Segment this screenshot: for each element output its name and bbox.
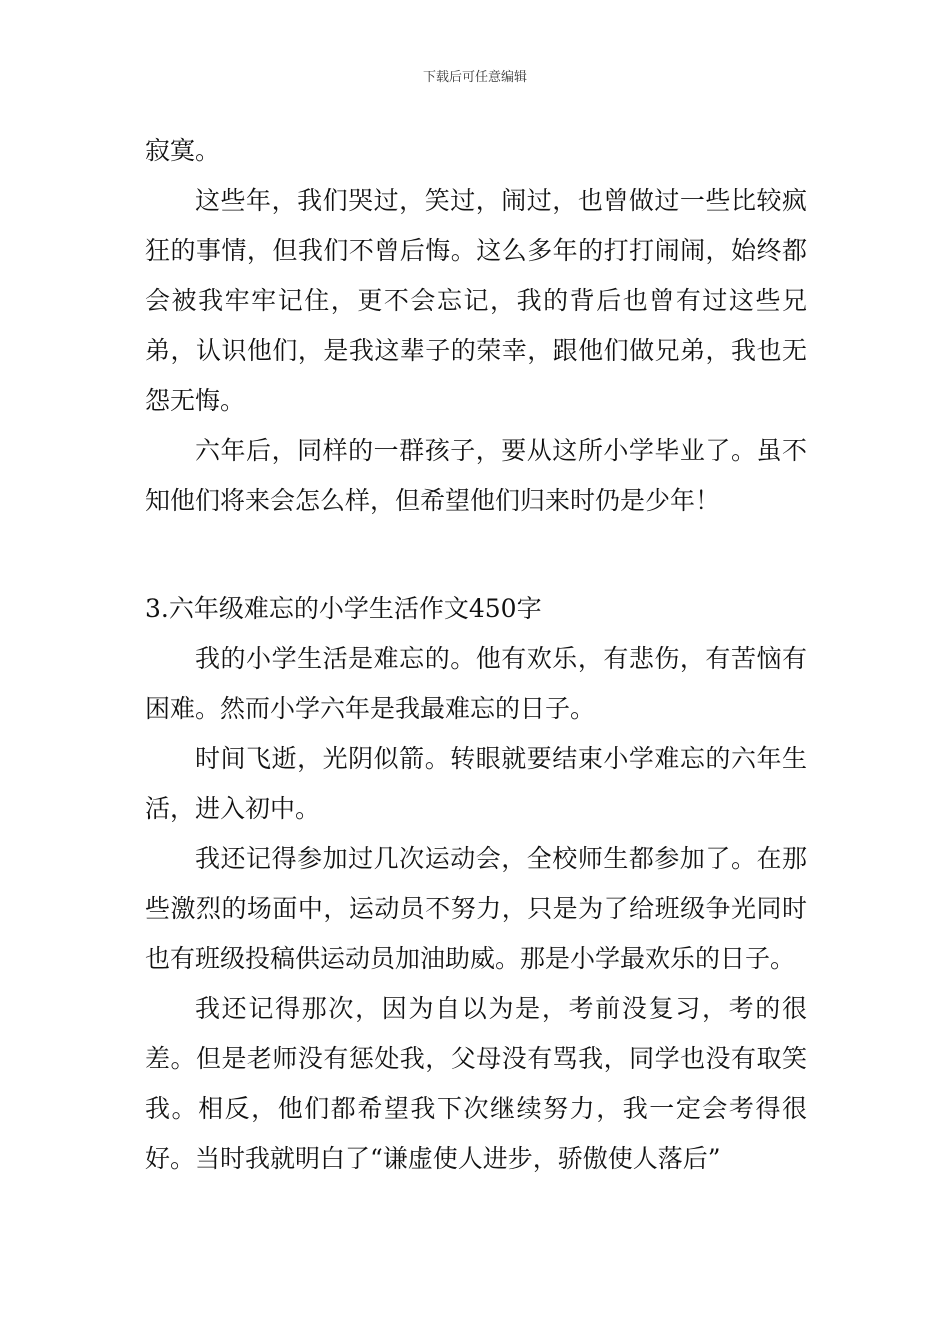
paragraph: 这些年，我们哭过，笑过，闹过，也曾做过一些比较疯狂的事情，但我们不曾后悔。这么多年的打打闹闹，始终都会被我牢牢记住，更不会忘记，我的背后也曾有过这些兄弟，认识他们，是我这辈子的荣幸，跟他们做兄弟，我也无怨无悔。 (145, 186, 807, 415)
paragraph: 寂寞。 (145, 136, 221, 165)
paragraph: 我还记得那次，因为自以为是，考前没复习，考的很差。但是老师没有惩处我，父母没有骂我，同学也没有取笑我。相反，他们都希望我下次继续努力，我一定会考得很好。当时我就明白了“谦虚使人进步，骄傲使人落后” (145, 994, 807, 1173)
paragraph: 时间飞逝，光阴似箭。转眼就要结束小学难忘的六年生活，进入初中。 (145, 744, 807, 823)
paragraph: 我还记得参加过几次运动会，全校师生都参加了。在那些激烈的场面中，运动员不努力，只是为了给班级争光同时也有班级投稿供运动员加油助威。那是小学最欢乐的日子。 (145, 844, 807, 973)
paragraph: 六年后，同样的一群孩子，要从这所小学毕业了。虽不知他们将来会怎么样，但希望他们归来时仍是少年！ (145, 436, 807, 515)
page-header: 下载后可任意编辑 (422, 70, 527, 85)
document-body (145, 126, 807, 1184)
section-heading: 3.六年级难忘的小学生活作文450字 (145, 594, 542, 623)
section-spacer (145, 526, 807, 584)
paragraph: 我的小学生活是难忘的。他有欢乐，有悲伤，有苦恼有困难。然而小学六年是我最难忘的日子。 (145, 644, 807, 723)
